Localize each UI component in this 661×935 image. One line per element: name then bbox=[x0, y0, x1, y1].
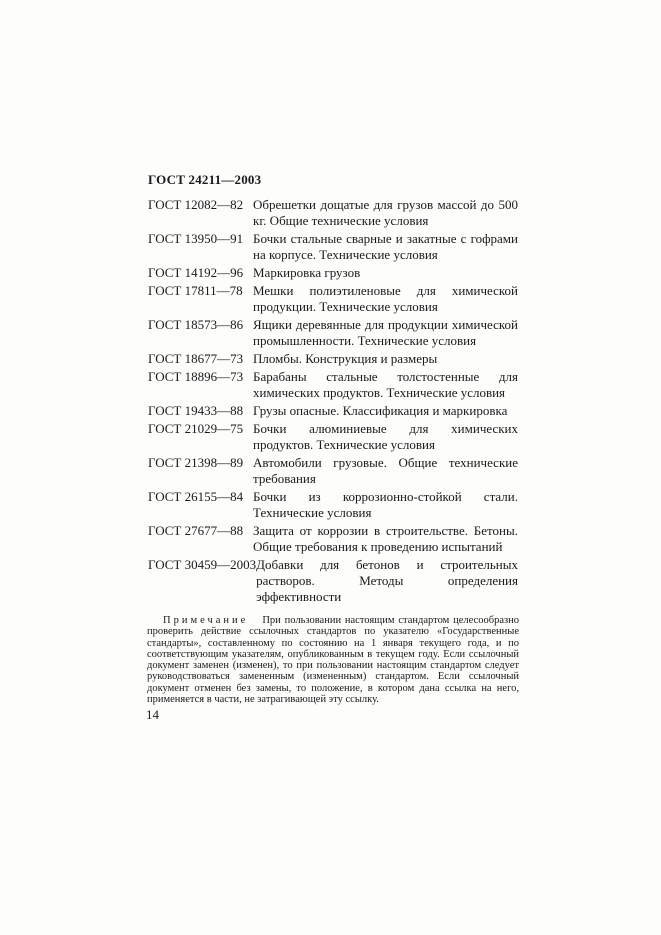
standard-title: Защита от коррозии в строительстве. Бетоны. Общие требования к проведению испытаний bbox=[253, 523, 518, 554]
standard-row bbox=[148, 197, 518, 229]
standard-title: Мешки полиэтиленовые для химической продукции. Технические условия bbox=[253, 283, 518, 314]
page-number: 14 bbox=[146, 707, 159, 722]
standard-row bbox=[148, 455, 518, 487]
note-text: При пользовании настоящим стандартом целесообразно проверить действие ссылочных стандартов по указателю «Государственные стандарты», составленному по состоянию на 1 января текущего года, и по соответствующим указателям, опубликованным в текущем году. Если ссылочный документ заменен (изменен), то при пользовании настоящим стандартом следует руководствоваться замененным (измененным) стандартом. Если ссылочный документ отменен без замены, то положение, в котором дана ссылка на него, применяется в части, не затрагивающей эту ссылку. bbox=[147, 615, 519, 706]
standard-row bbox=[148, 557, 518, 605]
standard-code: ГОСТ 13950—91 bbox=[148, 231, 244, 246]
standard-row bbox=[148, 421, 518, 453]
running-header: ГОСТ 24211—2003 bbox=[148, 172, 262, 187]
standard-code: ГОСТ 17811—78 bbox=[148, 283, 243, 298]
standard-row bbox=[148, 283, 518, 315]
note-paragraph bbox=[147, 615, 519, 705]
standard-code: ГОСТ 21029—75 bbox=[148, 421, 244, 436]
standard-row bbox=[148, 369, 518, 401]
standard-row bbox=[148, 523, 518, 555]
standard-code: ГОСТ 27677—88 bbox=[148, 523, 244, 538]
note-label: Примечание bbox=[163, 615, 249, 626]
standard-row bbox=[148, 403, 518, 419]
standard-code: ГОСТ 26155—84 bbox=[148, 489, 244, 504]
standard-row bbox=[148, 231, 518, 263]
standard-code: ГОСТ 18896—73 bbox=[148, 369, 244, 384]
standard-code: ГОСТ 19433—88 bbox=[148, 403, 244, 418]
standard-title: Пломбы. Конструкция и размеры bbox=[253, 351, 438, 366]
standard-title: Ящики деревянные для продукции химической промышленности. Технические условия bbox=[253, 317, 518, 348]
standard-title: Грузы опасные. Классификация и маркировка bbox=[253, 403, 508, 418]
standard-title: Бочки из коррозионно-стойкой стали. Технические условия bbox=[253, 489, 518, 520]
standard-title: Обрешетки дощатые для грузов массой до 500 кг. Общие технические условия bbox=[253, 197, 518, 228]
note-block bbox=[147, 615, 519, 705]
standard-row bbox=[148, 317, 518, 349]
standard-code: ГОСТ 18573—86 bbox=[148, 317, 244, 332]
standard-title: Барабаны стальные толстостенные для химических продуктов. Технические условия bbox=[253, 369, 518, 400]
standard-code: ГОСТ 30459—2003 bbox=[148, 557, 257, 572]
standard-title: Маркировка грузов bbox=[253, 265, 361, 280]
standards-list bbox=[148, 197, 518, 607]
standard-code: ГОСТ 21398—89 bbox=[148, 455, 244, 470]
standard-title: Бочки алюминиевые для химических продуктов. Технические условия bbox=[253, 421, 518, 452]
standard-row bbox=[148, 351, 518, 367]
standard-title: Автомобили грузовые. Общие технические требования bbox=[253, 455, 518, 486]
standard-code: ГОСТ 14192—96 bbox=[148, 265, 244, 280]
standard-code: ГОСТ 18677—73 bbox=[148, 351, 244, 366]
standard-row bbox=[148, 265, 518, 281]
standard-code: ГОСТ 12082—82 bbox=[148, 197, 244, 212]
standard-title: Бочки стальные сварные и закатные с гофрами на корпусе. Технические условия bbox=[253, 231, 518, 262]
standard-row bbox=[148, 489, 518, 521]
standard-title: Добавки для бетонов и строительных растворов. Методы определения эффективности bbox=[256, 557, 518, 604]
